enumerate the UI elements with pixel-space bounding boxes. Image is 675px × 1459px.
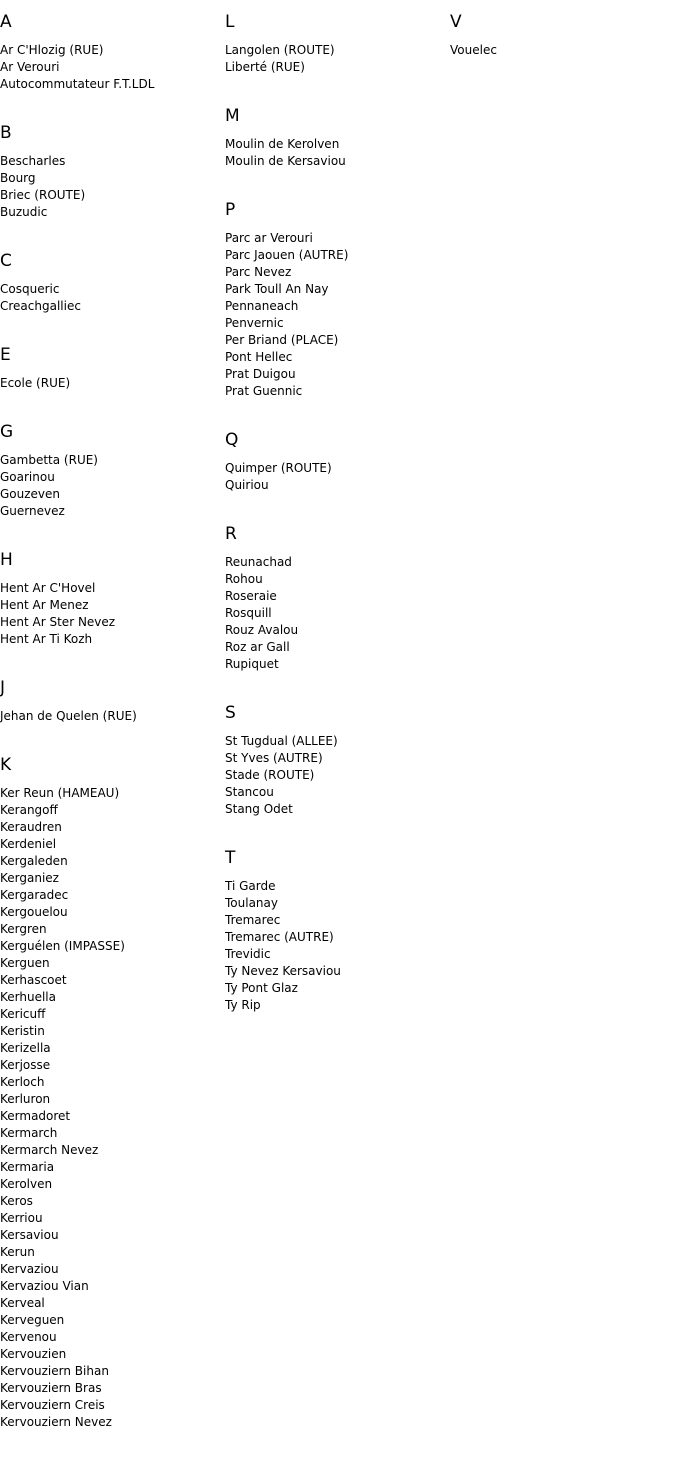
street-link[interactable]: Cosqueric [0,282,60,296]
street-link[interactable]: Guernevez [0,504,65,518]
letter-heading: L [225,12,235,32]
letter-heading: B [0,123,12,143]
street-link[interactable]: Kerdeniel [0,837,57,851]
street-link[interactable]: Keristin [0,1024,45,1038]
street-link[interactable]: Stade (ROUTE) [225,768,315,782]
street-link[interactable]: Gouzeven [0,487,61,501]
street-list [225,733,445,818]
street-link[interactable]: Keraudren [0,820,62,834]
street-list [225,460,445,494]
street-link[interactable]: Kerveal [0,1296,45,1310]
letter-heading: T [225,848,236,868]
street-link[interactable]: Bourg [0,171,36,185]
letter-section-c [0,249,220,315]
street-link[interactable]: Kermaria [0,1160,55,1174]
street-link[interactable]: Rouz Avalou [225,623,299,637]
letter-heading: H [0,550,13,570]
street-link[interactable]: Ar Verouri [0,60,60,74]
street-link[interactable]: St Yves (AUTRE) [225,751,323,765]
street-link[interactable]: Quiriou [225,478,269,492]
street-link[interactable]: Gambetta (RUE) [0,453,98,467]
street-link[interactable]: Pennaneach [225,299,299,313]
street-link[interactable]: Ty Nevez Kersaviou [225,964,341,978]
street-link[interactable]: Quimper (ROUTE) [225,461,332,475]
letter-section-r [225,522,445,673]
letter-heading: V [450,12,462,32]
street-link[interactable]: Roz ar Gall [225,640,290,654]
letter-section-m [225,104,445,170]
street-link[interactable]: Kermadoret [0,1109,71,1123]
street-list [0,42,220,93]
street-link[interactable]: Pont Hellec [225,350,293,364]
street-link[interactable]: Parc Jaouen (AUTRE) [225,248,349,262]
index-column-3 [450,10,670,87]
letter-section-t [225,846,445,1014]
street-link[interactable]: Roseraie [225,589,277,603]
street-link[interactable]: Kervouziern Creis [0,1398,105,1412]
street-link[interactable]: Kerhuella [0,990,56,1004]
street-link[interactable]: Kerguélen (IMPASSE) [0,939,125,953]
letter-section-s [225,701,445,818]
letter-section-q [225,428,445,494]
street-link[interactable]: Prat Duigou [225,367,296,381]
street-link[interactable]: Ty Rip [225,998,261,1012]
index-column-1 [0,10,220,1459]
street-link[interactable]: Prat Guennic [225,384,303,398]
street-link[interactable]: Park Toull An Nay [225,282,329,296]
letter-section-k [0,753,220,1431]
street-link[interactable]: Kergaradec [0,888,69,902]
street-list [225,230,445,400]
street-link[interactable]: Kersaviou [0,1228,59,1242]
street-link[interactable]: Ti Garde [225,879,276,893]
street-link[interactable]: Tremarec [225,913,281,927]
street-link[interactable]: Kerguen [0,956,50,970]
street-link[interactable]: Kerganiez [0,871,59,885]
street-list [0,281,220,315]
street-link[interactable]: Liberté (RUE) [225,60,305,74]
letter-section-h [0,548,220,648]
letter-section-l [225,10,445,76]
street-list [225,554,445,673]
letter-heading: R [225,524,237,544]
street-link[interactable]: Kerolven [0,1177,53,1191]
street-link[interactable]: Toulanay [225,896,278,910]
street-link[interactable]: Kerangoff [0,803,58,817]
street-link[interactable]: Kervenou [0,1330,57,1344]
street-link[interactable]: St Tugdual (ALLEE) [225,734,338,748]
letter-heading: S [225,703,236,723]
letter-heading: Q [225,430,239,450]
street-link[interactable]: Stancou [225,785,274,799]
street-link[interactable]: Kervaziou [0,1262,59,1276]
street-link[interactable]: Bescharles [0,154,66,168]
street-link[interactable]: Hent Ar Ster Nevez [0,615,116,629]
street-link[interactable]: Kergouelou [0,905,68,919]
street-link[interactable]: Buzudic [0,205,48,219]
street-list [0,785,220,1431]
street-link[interactable]: Jehan de Quelen (RUE) [0,709,137,723]
letter-heading: C [0,251,12,271]
letter-heading: M [225,106,240,126]
street-link[interactable]: Vouelec [450,43,497,57]
letter-section-a [0,10,220,93]
street-link[interactable]: Kervouziern Nevez [0,1415,112,1429]
street-link[interactable]: Kergaleden [0,854,68,868]
street-link[interactable]: Rupiquet [225,657,279,671]
street-link[interactable]: Rosquill [225,606,272,620]
street-link[interactable]: Per Briand (PLACE) [225,333,339,347]
street-link[interactable]: Kerhascoet [0,973,67,987]
street-link[interactable]: Ty Pont Glaz [225,981,298,995]
street-link[interactable]: Hent Ar Menez [0,598,89,612]
letter-section-j [0,676,220,725]
street-list [0,153,220,221]
street-link[interactable]: Kervouzien [0,1347,67,1361]
street-link[interactable]: Moulin de Kersaviou [225,154,346,168]
street-link[interactable]: Briec (ROUTE) [0,188,86,202]
street-list [0,580,220,648]
street-link[interactable]: Reunachad [225,555,292,569]
street-link[interactable]: Moulin de Kerolven [225,137,340,151]
street-link[interactable]: Ecole (RUE) [0,376,71,390]
street-link[interactable]: Keros [0,1194,33,1208]
street-link[interactable]: Ar C'Hlozig (RUE) [0,43,104,57]
street-link[interactable]: Kerveguen [0,1313,65,1327]
letter-section-g [0,420,220,520]
street-link[interactable]: Tremarec (AUTRE) [225,930,334,944]
street-list [0,375,220,392]
street-link[interactable]: Goarinou [0,470,55,484]
street-link[interactable]: Autocommutateur F.T.LDL [0,77,155,91]
street-link[interactable]: Kericuff [0,1007,46,1021]
street-link[interactable]: Kervouziern Bras [0,1381,102,1395]
street-list [225,878,445,1014]
street-list [0,708,220,725]
letter-section-v [450,10,670,59]
street-list [225,136,445,170]
index-column-2 [225,10,445,1042]
letter-heading: A [0,12,12,32]
street-link[interactable]: Kerizella [0,1041,51,1055]
street-link[interactable]: Parc ar Verouri [225,231,313,245]
street-list [450,42,670,59]
street-list [0,452,220,520]
letter-heading: K [0,755,12,775]
street-link[interactable]: Kerluron [0,1092,51,1106]
street-link[interactable]: Kermarch [0,1126,58,1140]
street-link[interactable]: Kerjosse [0,1058,51,1072]
street-link[interactable]: Penvernic [225,316,284,330]
street-link[interactable]: Kerriou [0,1211,43,1225]
street-link[interactable]: Kergren [0,922,47,936]
letter-heading: G [0,422,14,442]
street-link[interactable]: Rohou [225,572,263,586]
letter-section-p [225,198,445,400]
street-link[interactable]: Hent Ar Ti Kozh [0,632,93,646]
street-link[interactable]: Kerun [0,1245,35,1259]
street-link[interactable]: Trevidic [225,947,271,961]
street-link[interactable]: Kermarch Nevez [0,1143,99,1157]
street-link[interactable]: Parc Nevez [225,265,292,279]
street-link[interactable]: Langolen (ROUTE) [225,43,335,57]
street-link[interactable]: Hent Ar C'Hovel [0,581,96,595]
letter-heading: P [225,200,236,220]
letter-section-e [0,343,220,392]
letter-heading: E [0,345,11,365]
street-link[interactable]: Creachgalliec [0,299,81,313]
street-link[interactable]: Kerloch [0,1075,45,1089]
letter-section-b [0,121,220,221]
street-link[interactable]: Kervouziern Bihan [0,1364,109,1378]
street-list [225,42,445,76]
street-link[interactable]: Ker Reun (HAMEAU) [0,786,120,800]
street-link[interactable]: Kervaziou Vian [0,1279,89,1293]
letter-heading: J [0,678,6,698]
street-link[interactable]: Stang Odet [225,802,293,816]
